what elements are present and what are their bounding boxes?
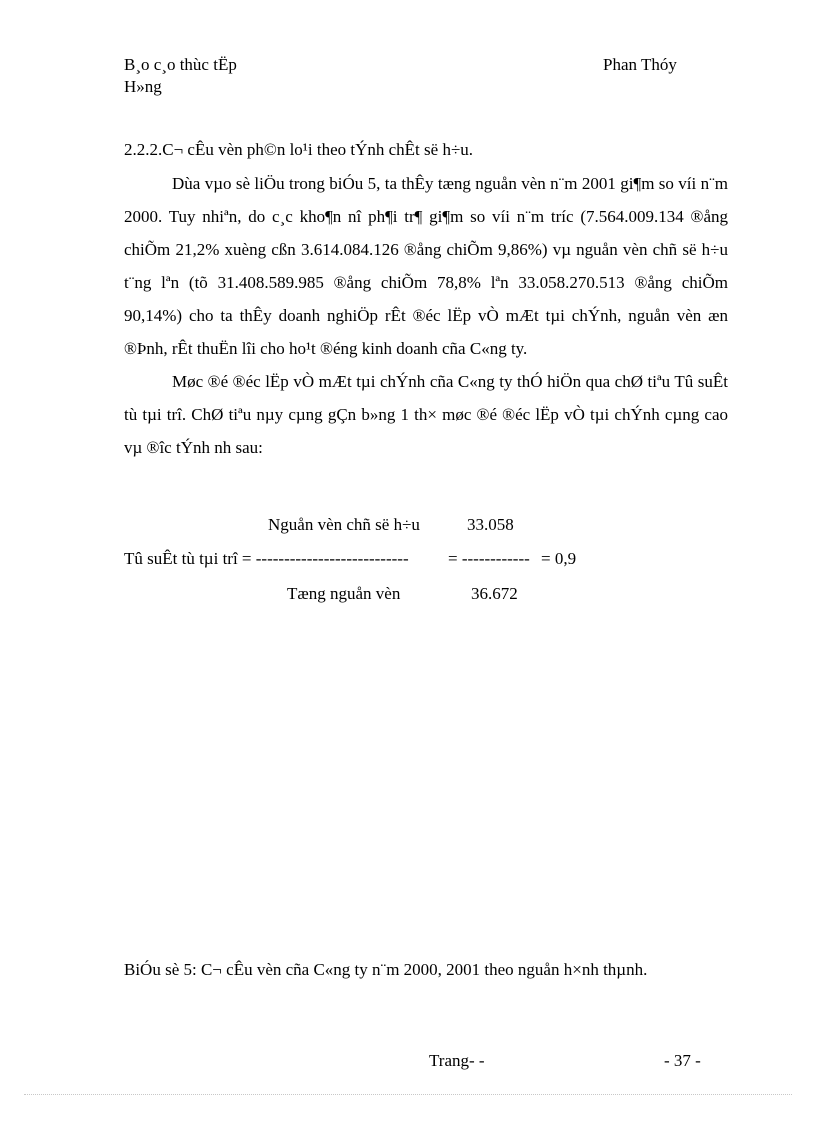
formula-numerator-value: 33.058 [467,515,514,534]
paragraph-ratio-explanation: Møc ®é ®éc lËp vÒ mÆt tµi chÝnh cña C«ng ty thÓ hiÖn qua chØ tiªu Tû suÊt tù tµi trî. ChØ tiªu nµy cµng gÇn b»ng 1 th× møc ®é ®éc lËp vÒ tµi chÝnh cµng cao vµ ®îc tÝnh nh sau: [124,372,728,457]
footer-page-label: Trang- - [429,1051,485,1070]
table-caption: BiÓu sè 5: C¬ cÊu vèn cña C«ng ty n¨m 2000, 2001 theo nguån h×nh thµnh. [124,960,648,979]
page-bottom-divider [24,1094,792,1095]
footer-page-number: - 37 - [664,1051,701,1070]
header-author: Phan Thóy [603,55,677,74]
formula-ratio-lhs: Tû suÊt tù tµi trî = --------------------------- [124,549,409,568]
formula-numerator-label: Nguån vèn chñ së h÷u [268,515,420,534]
formula-result: = 0,9 [541,549,577,568]
formula-denominator-value: 36.672 [471,584,518,603]
section-heading: 2.2.2.C¬ cÊu vèn ph©n lo¹i theo tÝnh chÊt së h÷u. [124,140,474,159]
header-report-title: B¸o c¸o thùc tËp [124,55,237,74]
header-report-title-continued: H»ng [124,77,162,96]
paragraph-analysis: Dùa vµo sè liÖu trong biÓu 5, ta thÊy tæng nguån vèn n¨m 2001 gi¶m so víi n¨m 2000. Tuy nhiªn, do c¸c kho¶n nî ph¶i tr¶ gi¶m so víi n¨m tríc (7.564.009.134 ®ång chiÕm 21,2% xuèng cßn 3.614.084.126 ®ång chiÕm 9,86%) vµ nguån vèn chñ së h÷u t¨ng lªn (tõ 31.408.589.985 ®ång chiÕm 78,8% lªn 33.058.270.513 ®ång chiÕm 90,14%) cho ta thÊy doanh nghiÖp rÊt ®éc lËp vÒ mÆt tµi chÝnh, nguån vèn æn ®Þnh, rÊt thuËn lîi cho ho¹t ®éng kinh doanh cña C«ng ty. [124,174,728,358]
body-text [124,167,728,464]
formula-divider: = ------------ [448,549,530,568]
formula-denominator-label: Tæng nguån vèn [287,584,401,603]
